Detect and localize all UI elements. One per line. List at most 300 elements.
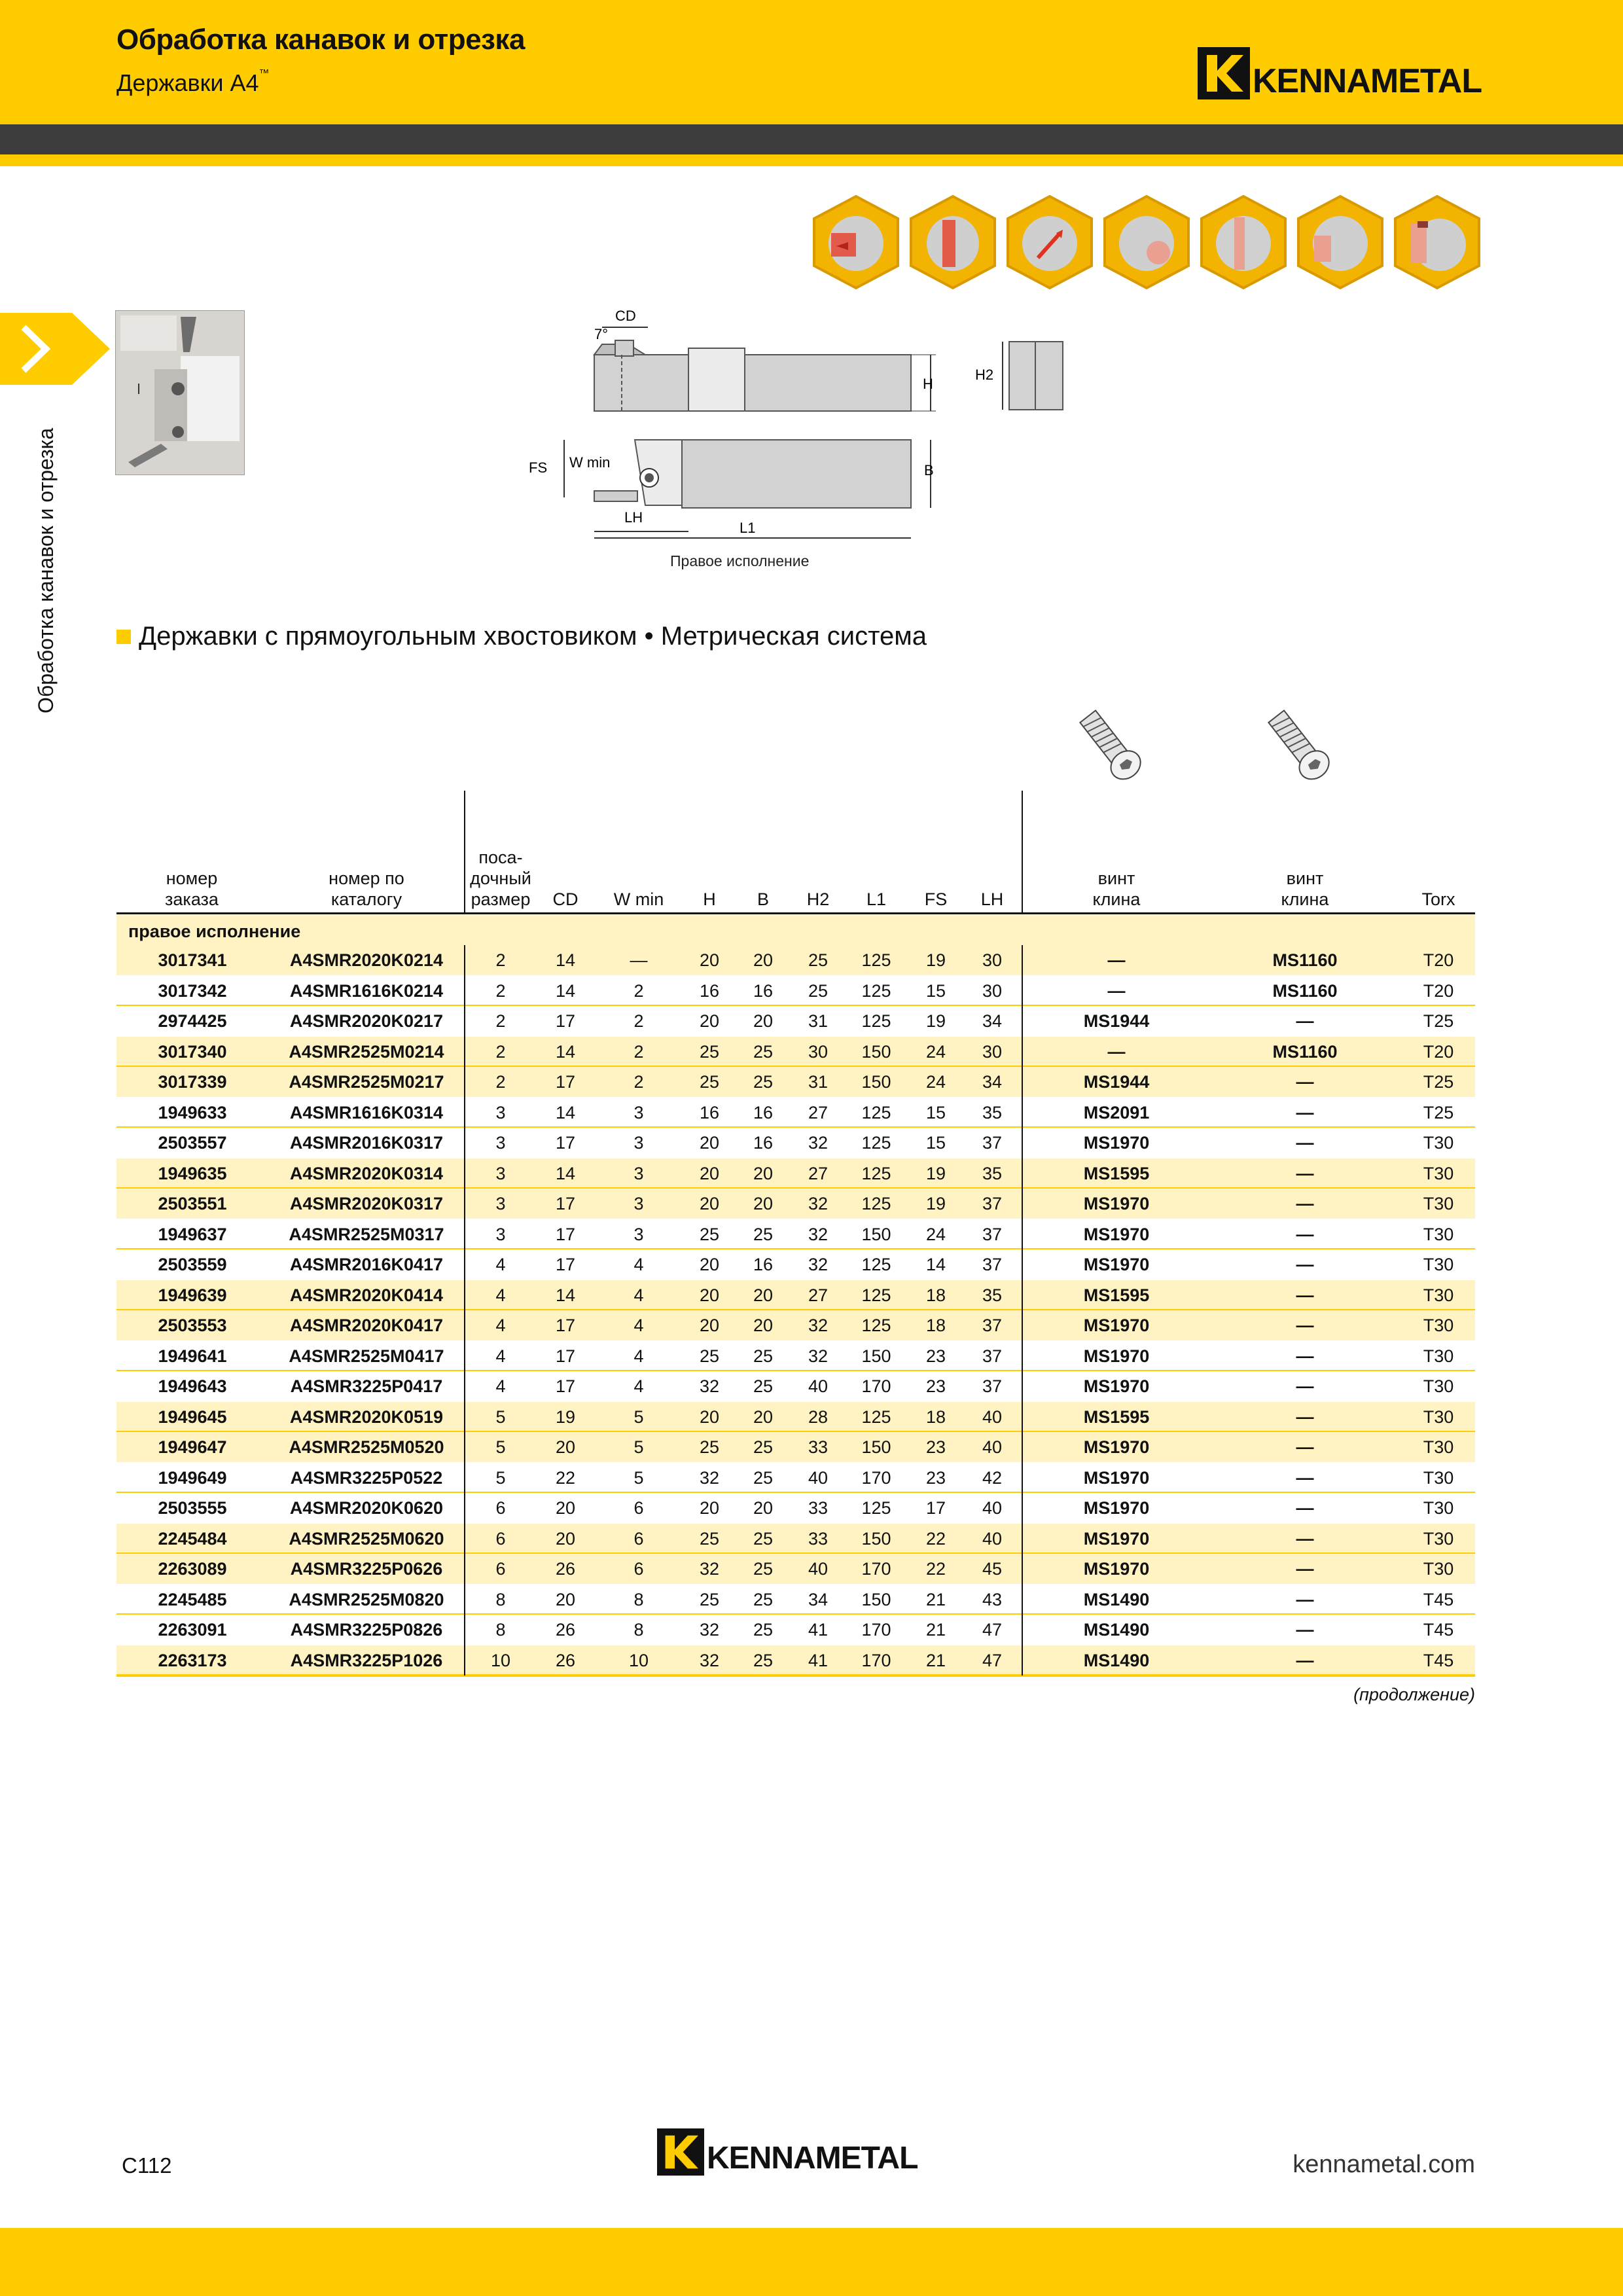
seat-size-cell: 5 (495, 1407, 506, 1427)
table-row (116, 1615, 1475, 1645)
catalog-number-cell: A4SMR2525M0417 (289, 1346, 444, 1366)
header-h2: H2 (806, 889, 830, 909)
website-link[interactable]: kennametal.com (1293, 2151, 1475, 2178)
body-divider-right (1022, 945, 1023, 1676)
lh-cell: 37 (982, 1133, 1003, 1153)
table-row (116, 1098, 1475, 1128)
fs-cell: 24 (925, 1041, 946, 1062)
wmin-cell: 6 (633, 1559, 644, 1579)
torx-cell: T25 (1423, 1102, 1454, 1122)
b-cell: 25 (753, 1559, 774, 1579)
wmin-cell: 4 (633, 1346, 644, 1366)
catalog-number-cell: A4SMR2525M0217 (289, 1072, 444, 1092)
seat-size-cell: 4 (495, 1285, 506, 1305)
table-row (116, 1493, 1475, 1523)
cd-cell: 20 (555, 1589, 576, 1609)
l1-cell: 150 (861, 1072, 891, 1092)
table-row (116, 1249, 1475, 1280)
h2-cell: 32 (808, 1346, 829, 1366)
subtitle-text: Державки A4 (116, 69, 259, 96)
wedge-screw-2-cell: — (1296, 1498, 1314, 1518)
catalog-number-cell: A4SMR1616K0314 (289, 1102, 444, 1122)
page-title: Обработка канавок и отрезка (116, 24, 525, 56)
header-h: H (703, 889, 716, 909)
cd-cell: 14 (555, 1041, 576, 1062)
wmin-cell: 2 (633, 1072, 644, 1092)
fs-cell: 15 (925, 980, 946, 1001)
wedge-screw-1-cell: MS1970 (1083, 1559, 1150, 1579)
drawing-caption: Правое исполнение (670, 552, 810, 569)
h2-cell: 31 (808, 1072, 829, 1092)
wedge-screw-1-cell: MS1944 (1083, 1011, 1150, 1031)
wedge-screw-2-cell: — (1296, 1072, 1314, 1092)
cd-cell: 26 (555, 1559, 576, 1579)
l1-cell: 125 (861, 1285, 891, 1305)
wmin-cell: 3 (633, 1133, 644, 1153)
wedge-screw-1-cell: MS1490 (1083, 1650, 1150, 1670)
continued-note: (продолжение) (1353, 1685, 1475, 1704)
h-cell: 32 (699, 1559, 720, 1579)
cd-cell: 14 (555, 1163, 576, 1183)
h-cell: 25 (699, 1072, 720, 1092)
wedge-screw-2-cell: — (1296, 1407, 1314, 1427)
b-cell: 16 (753, 980, 774, 1001)
cd-cell: 14 (555, 1102, 576, 1122)
seat-size-cell: 4 (495, 1255, 506, 1274)
wedge-screw-2-cell: — (1296, 1255, 1314, 1274)
l1-cell: 125 (861, 1133, 891, 1153)
l1-cell: 150 (861, 1589, 891, 1609)
header-lh: LH (980, 889, 1004, 909)
h2-cell: 28 (808, 1407, 829, 1427)
header-order-number: номер заказа (165, 869, 219, 909)
wedge-screw-1-cell: MS1595 (1083, 1163, 1150, 1183)
b-cell: 20 (753, 950, 774, 970)
seat-size-cell: 5 (495, 1467, 506, 1488)
wedge-screw-2-cell: — (1296, 1620, 1314, 1640)
fs-cell: 23 (925, 1346, 946, 1366)
l1-cell: 125 (861, 1407, 891, 1427)
h2-cell: 33 (808, 1528, 829, 1549)
cd-cell: 20 (555, 1528, 576, 1549)
wedge-screw-2-cell: — (1296, 1437, 1314, 1457)
l1-cell: 150 (861, 1041, 891, 1062)
fs-cell: 19 (925, 1194, 946, 1213)
torx-cell: T30 (1423, 1407, 1454, 1427)
l1-cell: 125 (861, 1316, 891, 1335)
section-title (116, 622, 927, 651)
l1-cell: 170 (861, 1650, 891, 1670)
cd-cell: 19 (555, 1407, 576, 1427)
lh-cell: 47 (982, 1620, 1003, 1640)
seat-size-cell: 2 (495, 1011, 506, 1031)
h2-cell: 41 (808, 1650, 829, 1670)
h-cell: 20 (699, 1498, 720, 1518)
header-divider-left (464, 791, 465, 914)
header-torx: Torx (1421, 889, 1455, 909)
wedge-screw-2-cell: — (1296, 1133, 1314, 1153)
seat-size-cell: 2 (495, 1072, 506, 1092)
wedge-screw-1-cell: — (1107, 1041, 1126, 1062)
table-header-rule (116, 912, 1475, 914)
b-label: B (924, 462, 934, 478)
application-icons (810, 194, 1483, 291)
fs-cell: 18 (925, 1316, 946, 1335)
cd-cell: 26 (555, 1650, 576, 1670)
wmin-cell: 6 (633, 1528, 644, 1549)
wedge-screw-2-cell: — (1296, 1011, 1314, 1031)
wedge-screw-2-cell: — (1296, 1224, 1314, 1244)
h-cell: 32 (699, 1650, 720, 1670)
wedge-screw-2-cell: — (1296, 1650, 1314, 1670)
l1-cell: 150 (861, 1528, 891, 1549)
table-row (116, 1280, 1475, 1310)
lh-cell: 40 (982, 1437, 1003, 1457)
tool-thumbnail-image (115, 310, 245, 475)
order-number-cell: 3017340 (158, 1041, 227, 1062)
table-row (116, 1158, 1475, 1189)
lh-cell: 37 (982, 1194, 1003, 1213)
b-cell: 20 (753, 1407, 774, 1427)
h-cell: 25 (699, 1041, 720, 1062)
footer-logo-wordmark: KENNAMETAL (707, 2141, 918, 2176)
kennametal-logo-icon (657, 2128, 704, 2176)
lh-cell: 47 (982, 1650, 1003, 1670)
torx-cell: T30 (1423, 1437, 1454, 1457)
catalog-number-cell: A4SMR2525M0820 (289, 1589, 444, 1609)
catalog-number-cell: A4SMR2525M0520 (289, 1437, 444, 1457)
application-hexagon-icon (1294, 194, 1386, 291)
lh-cell: 45 (982, 1559, 1003, 1579)
wedge-screw-2-cell: — (1296, 1194, 1314, 1213)
cd-cell: 20 (555, 1437, 576, 1457)
wedge-screw-1-cell: — (1107, 980, 1126, 1001)
torx-cell: T45 (1423, 1650, 1454, 1670)
header-thin-stripe (0, 154, 1623, 166)
fs-cell: 21 (925, 1650, 946, 1670)
catalog-number-cell: A4SMR2020K0317 (289, 1194, 444, 1213)
application-hexagon-icon (1391, 194, 1483, 291)
b-cell: 16 (753, 1133, 774, 1153)
wedge-screw-2-cell: — (1296, 1316, 1314, 1335)
l1-cell: 125 (861, 980, 891, 1001)
h-cell: 25 (699, 1589, 720, 1609)
h2-cell: 25 (808, 950, 829, 970)
lh-cell: 30 (982, 950, 1003, 970)
wmin-cell: 3 (633, 1194, 644, 1213)
l1-cell: 150 (861, 1437, 891, 1457)
wedge-screw-2-cell: — (1296, 1102, 1314, 1122)
wmin-cell: 3 (633, 1102, 644, 1122)
l1-cell: 125 (861, 1194, 891, 1213)
table-row (116, 1189, 1475, 1219)
fs-cell: 18 (925, 1285, 946, 1305)
h-cell: 20 (699, 1255, 720, 1274)
catalog-number-cell: A4SMR2525M0214 (289, 1041, 444, 1062)
b-cell: 25 (753, 1650, 774, 1670)
table-row (116, 1341, 1475, 1371)
order-number-cell: 1949643 (158, 1376, 227, 1396)
h2-label: H2 (975, 367, 994, 383)
group-label: правое исполнение (128, 922, 301, 941)
seat-size-cell: 2 (495, 950, 506, 970)
h-cell: 20 (699, 1316, 720, 1335)
b-cell: 20 (753, 1498, 774, 1518)
b-cell: 20 (753, 1194, 774, 1213)
h-cell: 20 (699, 1133, 720, 1153)
header-cd: CD (552, 889, 579, 909)
lh-cell: 37 (982, 1376, 1003, 1396)
section-title-text: Державки с прямоугольным хвостовиком • Метрическая система (139, 622, 927, 651)
screw-icon (1067, 700, 1158, 785)
footer-kennametal-logo[interactable] (657, 2127, 918, 2176)
catalog-number-cell: A4SMR2525M0620 (289, 1528, 444, 1549)
b-cell: 25 (753, 1346, 774, 1366)
table-row (116, 1371, 1475, 1401)
screw-icon (1255, 700, 1347, 785)
h2-cell: 32 (808, 1133, 829, 1153)
wmin-cell: 2 (633, 1011, 644, 1031)
wmin-cell: 8 (633, 1620, 644, 1640)
cd-cell: 14 (555, 1285, 576, 1305)
header-seat-size: поса- дочный размер (470, 848, 531, 909)
h-cell: 32 (699, 1620, 720, 1640)
wedge-screw-2-cell: MS1160 (1272, 950, 1338, 970)
catalog-number-cell: A4SMR3225P1026 (290, 1650, 443, 1670)
torx-cell: T25 (1423, 1011, 1454, 1031)
seat-size-cell: 3 (495, 1224, 506, 1244)
fs-cell: 24 (925, 1224, 946, 1244)
h-cell: 25 (699, 1437, 720, 1457)
cd-cell: 17 (555, 1224, 576, 1244)
fs-cell: 23 (925, 1437, 946, 1457)
b-cell: 25 (753, 1589, 774, 1609)
order-number-cell: 2503555 (158, 1498, 227, 1518)
fs-label: FS (529, 459, 548, 476)
wedge-screw-2-cell: — (1296, 1467, 1314, 1488)
technical-drawing (517, 301, 1080, 576)
footer-band (0, 2228, 1623, 2296)
kennametal-logo-icon (1198, 47, 1250, 99)
cd-cell: 17 (555, 1194, 576, 1213)
wmin-cell: 4 (633, 1255, 644, 1274)
torx-cell: T30 (1423, 1498, 1454, 1518)
h2-cell: 27 (808, 1285, 829, 1305)
wedge-screw-1-cell: MS1944 (1083, 1072, 1150, 1092)
header-wmin: W min (613, 889, 664, 909)
wmin-cell: 4 (633, 1316, 644, 1335)
h2-cell: 30 (808, 1041, 829, 1062)
cd-cell: 17 (555, 1346, 576, 1366)
seat-size-cell: 8 (495, 1589, 506, 1609)
h-cell: 20 (699, 1011, 720, 1031)
wedge-screw-1-cell: MS1970 (1083, 1528, 1150, 1549)
fs-cell: 15 (925, 1133, 946, 1153)
order-number-cell: 1949637 (158, 1224, 227, 1244)
torx-cell: T20 (1423, 950, 1454, 970)
table-row (116, 1037, 1475, 1067)
catalog-number-cell: A4SMR2020K0620 (289, 1498, 444, 1518)
kennametal-logo[interactable] (1198, 46, 1482, 101)
application-hexagon-icon (1004, 194, 1096, 291)
torx-cell: T20 (1423, 1041, 1454, 1062)
order-number-cell: 2263089 (158, 1559, 227, 1579)
l1-cell: 125 (861, 1011, 891, 1031)
order-number-cell: 3017341 (158, 950, 227, 970)
h2-cell: 33 (808, 1498, 829, 1518)
side-tab-label: Обработка канавок и отрезка (34, 427, 58, 713)
wedge-screw-2-cell: — (1296, 1285, 1314, 1305)
catalog-number-cell: A4SMR2020K0314 (289, 1163, 444, 1183)
table-row (116, 1645, 1475, 1676)
catalog-number-cell: A4SMR1616K0214 (289, 980, 444, 1001)
torx-cell: T30 (1423, 1376, 1454, 1396)
wmin-cell: 2 (633, 1041, 644, 1062)
cd-cell: 17 (555, 1316, 576, 1335)
body-divider-left (464, 945, 465, 1676)
seat-size-cell: 2 (495, 980, 506, 1001)
catalog-number-cell: A4SMR2016K0317 (289, 1133, 444, 1153)
b-cell: 25 (753, 1072, 774, 1092)
wmin-cell: 5 (633, 1407, 644, 1427)
cd-cell: 17 (555, 1011, 576, 1031)
lh-cell: 37 (982, 1224, 1003, 1244)
l1-cell: 170 (861, 1376, 891, 1396)
wedge-screw-2-cell: — (1296, 1559, 1314, 1579)
wmin-cell: — (630, 950, 648, 970)
h-cell: 25 (699, 1346, 720, 1366)
seat-size-cell: 5 (495, 1437, 506, 1457)
wedge-screw-2-cell: — (1296, 1528, 1314, 1549)
wedge-screw-1-cell: MS1970 (1083, 1316, 1150, 1335)
header-catalog-number: номер по каталогу (329, 869, 404, 909)
table-row (116, 1463, 1475, 1493)
b-cell: 25 (753, 1376, 774, 1396)
lh-cell: 34 (982, 1011, 1003, 1031)
wmin-cell: 5 (633, 1437, 644, 1457)
cd-cell: 17 (555, 1255, 576, 1274)
b-cell: 25 (753, 1467, 774, 1488)
header-l1: L1 (866, 889, 887, 909)
b-cell: 16 (753, 1255, 774, 1274)
h-cell: 32 (699, 1467, 720, 1488)
h2-cell: 33 (808, 1437, 829, 1457)
cd-cell: 14 (555, 980, 576, 1001)
table-row (116, 1128, 1475, 1158)
h-cell: 20 (699, 1163, 720, 1183)
lh-cell: 30 (982, 980, 1003, 1001)
header-fs: FS (924, 889, 948, 909)
page-subtitle (116, 69, 270, 97)
table-row (116, 1524, 1475, 1554)
l1-cell: 150 (861, 1224, 891, 1244)
fs-cell: 22 (925, 1559, 946, 1579)
seat-size-cell: 3 (495, 1163, 506, 1183)
wedge-screw-1-cell: MS1970 (1083, 1255, 1150, 1274)
torx-cell: T30 (1423, 1346, 1454, 1366)
lh-cell: 40 (982, 1498, 1003, 1518)
l1-cell: 125 (861, 1163, 891, 1183)
header-dark-stripe (0, 124, 1623, 154)
wedge-screw-1-cell: MS1595 (1083, 1285, 1150, 1305)
order-number-cell: 2245484 (158, 1528, 227, 1549)
wedge-screw-1-cell: MS1490 (1083, 1589, 1150, 1609)
header-divider-right (1022, 791, 1023, 914)
torx-cell: T30 (1423, 1224, 1454, 1244)
h-cell: 20 (699, 1407, 720, 1427)
wmin-cell: 2 (633, 980, 644, 1001)
table-row (116, 1554, 1475, 1584)
page-number: C112 (122, 2153, 172, 2178)
fs-cell: 15 (925, 1102, 946, 1122)
header-b: B (757, 889, 769, 909)
catalog-number-cell: A4SMR3225P0626 (290, 1559, 443, 1579)
catalog-number-cell: A4SMR3225P0522 (290, 1467, 443, 1488)
h-cell: 32 (699, 1376, 720, 1396)
l1-cell: 125 (861, 1255, 891, 1274)
wedge-screw-2-cell: MS1160 (1272, 1041, 1338, 1062)
b-cell: 25 (753, 1437, 774, 1457)
order-number-cell: 2503553 (158, 1316, 227, 1335)
wmin-cell: 5 (633, 1467, 644, 1488)
h2-cell: 40 (808, 1467, 829, 1488)
lh-cell: 37 (982, 1346, 1003, 1366)
order-number-cell: 2245485 (158, 1589, 227, 1609)
h-cell: 20 (699, 1285, 720, 1305)
seat-size-cell: 3 (495, 1102, 506, 1122)
torx-cell: T25 (1423, 1072, 1454, 1092)
h2-cell: 40 (808, 1376, 829, 1396)
cd-cell: 26 (555, 1620, 576, 1640)
table-row (116, 1310, 1475, 1340)
wedge-screw-1-cell: MS1970 (1083, 1194, 1150, 1213)
cd-cell: 17 (555, 1133, 576, 1153)
lh-cell: 40 (982, 1407, 1003, 1427)
h2-cell: 27 (808, 1102, 829, 1122)
torx-cell: T30 (1423, 1559, 1454, 1579)
application-hexagon-icon (810, 194, 902, 291)
h2-cell: 40 (808, 1559, 829, 1579)
wedge-screw-1-cell: MS1970 (1083, 1467, 1150, 1488)
wedge-screw-2-cell: — (1296, 1376, 1314, 1396)
cd-cell: 20 (555, 1498, 576, 1518)
section-bullet-icon (116, 630, 131, 644)
application-hexagon-icon (907, 194, 999, 291)
lh-cell: 35 (982, 1285, 1003, 1305)
lh-cell: 30 (982, 1041, 1003, 1062)
catalog-number-cell: A4SMR2020K0414 (289, 1285, 444, 1305)
fs-cell: 23 (925, 1467, 946, 1488)
table-row (116, 945, 1475, 975)
fs-cell: 19 (925, 950, 946, 970)
order-number-cell: 1949647 (158, 1437, 227, 1457)
wmin-cell: 8 (633, 1589, 644, 1609)
application-hexagon-icon (1198, 194, 1289, 291)
l1-cell: 150 (861, 1346, 891, 1366)
h-cell: 16 (699, 980, 720, 1001)
l1-cell: 170 (861, 1620, 891, 1640)
trademark-mark: ™ (259, 68, 270, 79)
torx-cell: T30 (1423, 1163, 1454, 1183)
fs-cell: 17 (925, 1498, 946, 1518)
wedge-screw-2-cell: — (1296, 1163, 1314, 1183)
b-cell: 25 (753, 1528, 774, 1549)
seat-size-cell: 6 (495, 1559, 506, 1579)
catalog-number-cell: A4SMR3225P0417 (290, 1376, 443, 1396)
l1-cell: 170 (861, 1559, 891, 1579)
cd-cell: 14 (555, 950, 576, 970)
torx-cell: T30 (1423, 1316, 1454, 1335)
